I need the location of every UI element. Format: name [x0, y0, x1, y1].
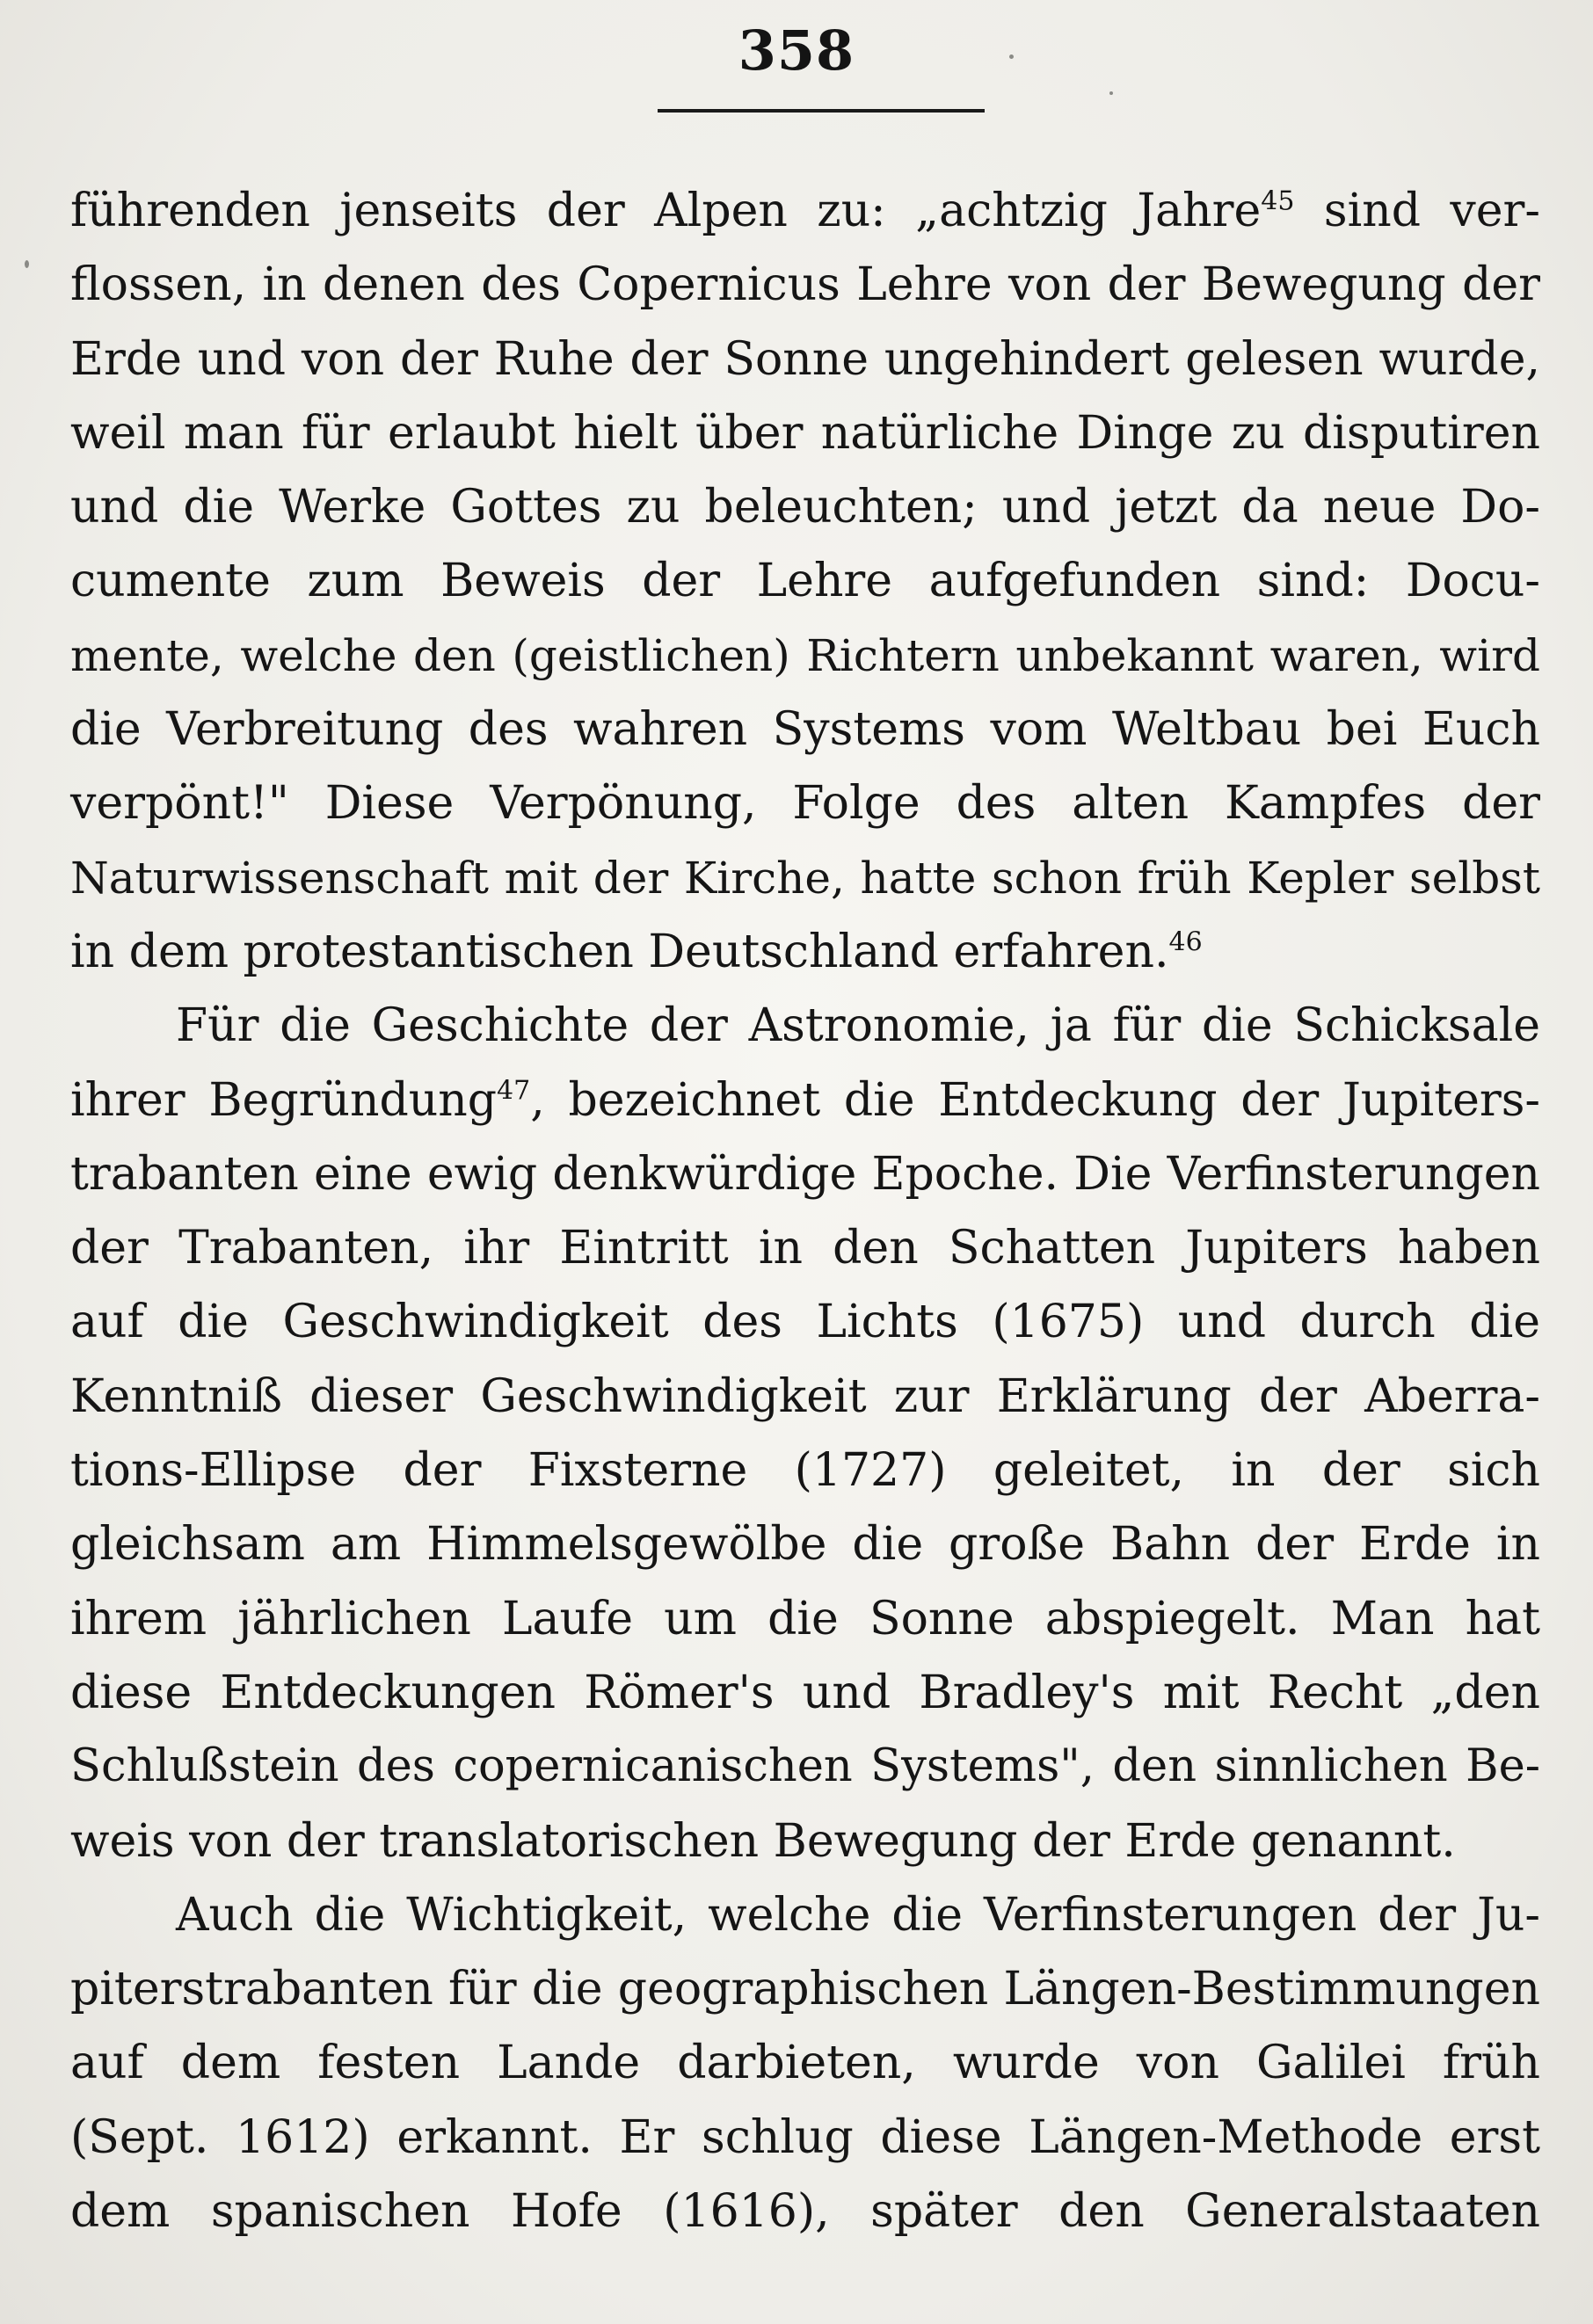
footnote-ref-45: 45 — [1261, 185, 1295, 217]
paper-speck — [1009, 54, 1014, 59]
text-line-9: verpönt!" Diese Verpönung, Folge des alten Kampfes der — [70, 777, 1540, 831]
text-line-11-text: in dem protestantischen Deutschland erfahren. — [70, 925, 1169, 978]
text-line-28: dem spanischen Hofe (1616), später den Generalstaaten — [70, 2185, 1540, 2239]
text-line-1-a: führenden jenseits der Alpen zu: „achtzig Jahre — [70, 185, 1262, 237]
text-line-6: cumente zum Beweis der Lehre aufgefunden sind: Docu- — [70, 555, 1540, 608]
text-line-25: piterstrabanten für die geographischen Längen-Bestimmungen — [70, 1963, 1540, 2016]
text-line-1-b: sind ver- — [1323, 185, 1540, 237]
paper-speck — [1109, 91, 1113, 95]
text-line-17: Kenntniß dieser Geschwindigkeit zur Erklärung der Aberra- — [70, 1369, 1540, 1423]
text-line-14: trabanten eine ewig denkwürdige Epoche. Die Verfinsterungen — [70, 1147, 1540, 1201]
text-line-7: mente, welche den (geistlichen) Richtern unbekannt waren, wird — [70, 629, 1540, 681]
text-line-10: Naturwissenschaft mit der Kirche, hatte schon früh Kepler selbst — [70, 852, 1540, 904]
footnote-ref-47: 47 — [497, 1075, 531, 1107]
text-line-18: tions-Ellipse der Fixsterne (1727) geleitet, in der sich — [70, 1444, 1540, 1498]
text-line-19: gleichsam am Himmelsgewölbe die große Bahn der Erde in — [70, 1518, 1540, 1572]
header-rule — [658, 109, 985, 113]
text-line-23: weis von der translatorischen Bewegung der Erde genannt. — [70, 1814, 1456, 1868]
text-line-3: Erde und von der Ruhe der Sonne ungehindert gelesen wurde, — [70, 332, 1540, 386]
paper-speck — [25, 260, 29, 268]
text-line-20: ihrem jährlichen Laufe um die Sonne abspiegelt. Man hat — [70, 1592, 1540, 1645]
text-line-13-b: , bezeichnet die Entdeckung der Jupiters- — [530, 1073, 1540, 1127]
text-line-13-a: ihrer Begründung — [70, 1073, 498, 1127]
text-line-26: auf dem festen Lande darbieten, wurde von Galilei früh — [70, 2037, 1540, 2090]
text-line-13 — [70, 1064, 1540, 1137]
text-line-12: Für die Geschichte der Astronomie, ja für die Schicksale — [176, 999, 1540, 1053]
text-line-11 — [70, 915, 1540, 989]
page-number: 358 — [738, 18, 855, 83]
text-line-21: diese Entdeckungen Römer's und Bradley's mit Recht „den — [70, 1666, 1540, 1719]
text-line-16: auf die Geschwindigkeit des Lichts (1675) und durch die — [70, 1296, 1540, 1349]
text-line-27: (Sept. 1612) erkannt. Er schlug diese Längen-Methode erst — [70, 2110, 1540, 2164]
text-line-4: weil man für erlaubt hielt über natürliche Dinge zu disputiren — [70, 406, 1540, 460]
text-line-15: der Trabanten, ihr Eintritt in den Schatten Jupiters haben — [70, 1222, 1540, 1275]
body-text — [70, 174, 1540, 2248]
text-line-2: flossen, in denen des Copernicus Lehre von der Bewegung der — [70, 258, 1540, 312]
text-line-1 — [70, 174, 1540, 248]
text-line-24: Auch die Wichtigkeit, welche die Verfinsterungen der Ju- — [176, 1888, 1540, 1942]
text-line-5: und die Werke Gottes zu beleuchten; und jetzt da neue Do- — [70, 481, 1540, 534]
text-line-22: Schlußstein des copernicanischen Systems", den sinnlichen Be- — [70, 1740, 1540, 1793]
text-line-8: die Verbreitung des wahren Systems vom Weltbau bei Euch — [70, 703, 1540, 757]
footnote-ref-46: 46 — [1168, 926, 1203, 958]
